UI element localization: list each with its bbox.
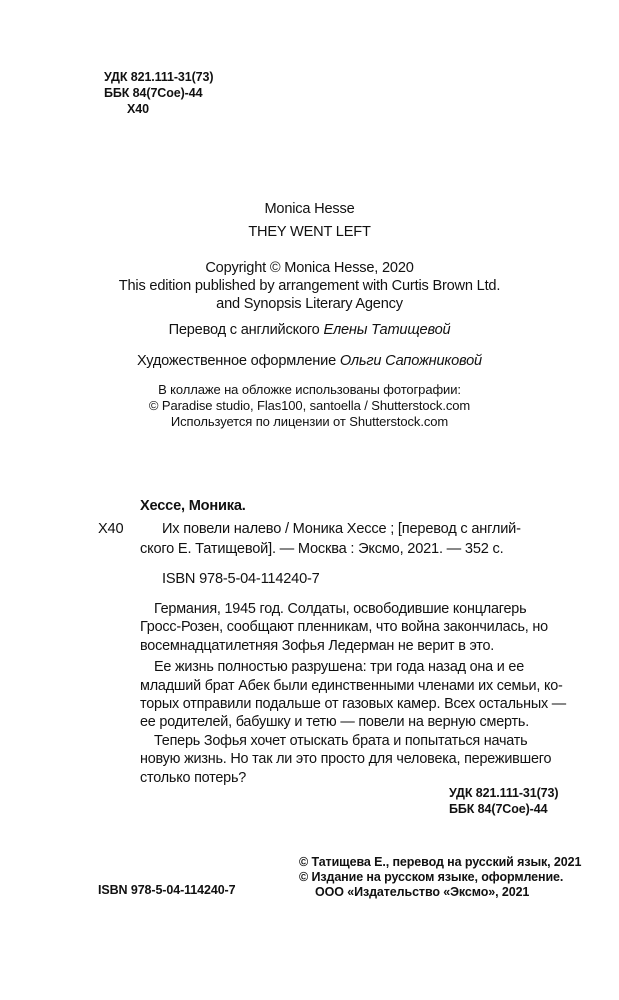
cover-photos-line-3: Используется по лицензии от Shutterstock.com	[170, 414, 449, 429]
design-label: Художественное оформление	[137, 353, 340, 369]
catalog-heading: Хессе, Моника.	[140, 498, 246, 514]
bbk-top: ББК 84(7Сое)-44	[104, 86, 203, 100]
annotation-line: новую жизнь. Но так ли это просто для человека, пережившего	[140, 751, 552, 768]
footer-isbn: ISBN 978-5-04-114240-7	[98, 883, 236, 897]
udk-top: УДК 821.111-31(73)	[104, 70, 214, 84]
designer-name: Ольги Сапожниковой	[339, 353, 482, 369]
footer-copyright-1: © Татищева Е., перевод на русский язык, 2021	[299, 855, 582, 869]
bbk-bottom: ББК 84(7Сое)-44	[449, 802, 548, 816]
annotation-line: младший брат Абек были единственными членами их семьи, ко-	[140, 677, 563, 694]
footer-copyright-3: ООО «Издательство «Эксмо», 2021	[315, 885, 530, 899]
annotation-line: Ее жизнь полностью разрушена: три года назад она и ее	[154, 659, 525, 676]
original-title: THEY WENT LEFT	[248, 224, 371, 240]
annotation-line: Гросс-Розен, сообщают пленникам, что война закончилась, но	[140, 619, 548, 636]
catalog-entry-line-1: Их повели налево / Моника Хессе ; [перевод с англий-	[162, 521, 521, 537]
annotation-line: ее родителей, бабушку и тетю — повели на верную смерть.	[140, 714, 529, 731]
design-credit	[0, 351, 619, 371]
cover-photos-line-2: © Paradise studio, Flas100, santoella / Shutterstock.com	[148, 398, 471, 413]
udk-bottom: УДК 821.111-31(73)	[449, 786, 559, 800]
annotation-line: торых отправили подальше от газовых камер. Всех остальных —	[140, 696, 566, 713]
catalog-isbn: ISBN 978-5-04-114240-7	[162, 571, 320, 587]
catalog-author-mark: Х40	[98, 521, 124, 537]
original-author: Monica Hesse	[264, 201, 355, 217]
annotation-paragraph-2	[140, 658, 574, 732]
translation-label: Перевод с английского	[168, 322, 324, 338]
annotation-line: восемнадцатилетняя Зофья Ледерман не верит в это.	[140, 637, 495, 654]
annotation-line: столько потерь?	[140, 769, 247, 786]
annotation-line: Германия, 1945 год. Солдаты, освободившие концлагерь	[154, 601, 527, 617]
annotation-paragraph-3	[140, 732, 574, 787]
copyright-line: Copyright © Monica Hesse, 2020	[205, 260, 414, 276]
author-mark-top: Х40	[127, 102, 149, 116]
edition-line-1: This edition published by arrangement with Curtis Brown Ltd.	[118, 278, 501, 294]
annotation-paragraph-1	[140, 600, 574, 655]
annotation	[140, 600, 574, 787]
translation-credit	[0, 320, 619, 340]
edition-line-2: and Synopsis Literary Agency	[216, 296, 403, 312]
cover-photos-line-1: В коллаже на обложке использованы фотографии:	[158, 382, 461, 397]
catalog-entry-line-2: ского Е. Татищевой]. — Москва : Эксмо, 2021. — 352 с.	[140, 541, 504, 557]
translator-name: Елены Татищевой	[323, 322, 451, 338]
footer-copyright-2: © Издание на русском языке, оформление.	[299, 870, 564, 884]
annotation-line: Теперь Зофья хочет отыскать брата и попытаться начать	[154, 732, 528, 749]
